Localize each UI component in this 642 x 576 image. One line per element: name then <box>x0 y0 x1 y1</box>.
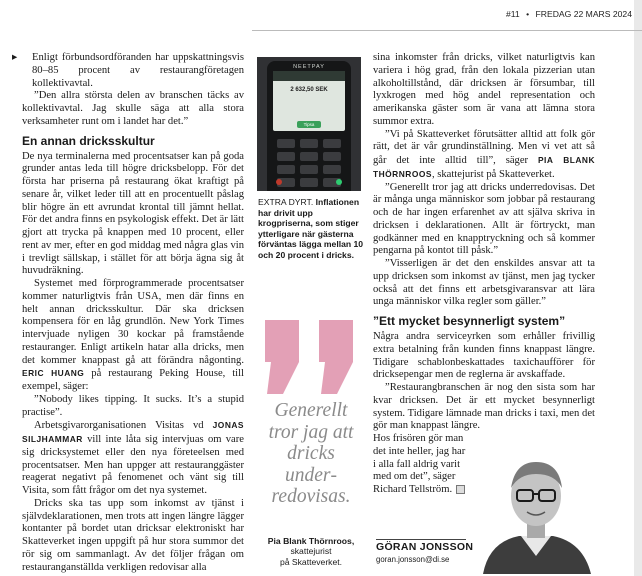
quote-mark-icon <box>261 318 359 396</box>
subheading: ”Ett mycket besynnerligt system” <box>373 314 566 328</box>
terminal-amount: 2 632,50 SEK <box>290 87 328 93</box>
caption-text: Inflationen har drivit upp krogpriserna, som stiger ytterligare när gästerna förväntas lägga mellan 10 och 20 procent i dricks. <box>258 197 364 260</box>
subheading: En annan dricksskultur <box>22 133 155 148</box>
person-name: ERIC HUANG <box>22 368 85 379</box>
terminal-button-label: Tipsa <box>303 122 315 127</box>
quote-author: Pia Blank Thörnroos, <box>267 536 355 546</box>
page-header <box>506 9 632 19</box>
article-column-3 <box>373 52 595 497</box>
header-rule <box>252 30 642 31</box>
body-paragraph: Arbetsgivarorganisationen Visitas vd JONAS SILJHAMMAR vill inte låta sig intervjuas om vare sig dricksystemet eller den nya företeelsen med procentsatser. Men han uppger att restauranggäster reagerat negativt på fenomenet och vänt sig till Visita, som fått frågor om det nya systemet. <box>22 420 244 496</box>
closing-quote: Hos frisören gör man det inte heller, jag har i alla fall aldrig varit med om det”, säger Richard Tellström. <box>373 433 466 495</box>
bullet-icon: ▸ <box>12 52 18 63</box>
author-email[interactable]: goran.jonsson@di.se <box>376 555 450 564</box>
quote-paragraph: ”Den allra största delen av branschen täcks av kollektivavtal. Jag skulle säga att alla stora verksamheter runt om i landet har det.” <box>22 90 244 127</box>
pull-quote: Generellt tror jag att dricks underredovisas. <box>268 400 354 507</box>
body-paragraph: De nya terminalerna med procentsatser kan på goda grunder antas leda till högre dricksbelopp. För det första har priserna på restaurang ökat kraftigt på senare år, vilket leder till att en procentuellt påslag blir högre än ett avrundat krontal till jämnt hellat. För det andra finns en psykologisk effekt. Det är lätt gjort att trycka på knappen med 10 procent, eller rent av mer, efter en god middag med några glas vin i trevligt sällskap, i stället för att börja ägna sig åt huvudräkning. <box>22 150 244 277</box>
end-mark-icon <box>456 485 465 494</box>
quote-paragraph: ”Vi på Skatteverket förutsätter alltid att folk gör rätt, det är vår grundinställning. Men vi vet att så går det inte alltid till”, säger PIA BLANK THÖRNROOS, skattejurist på Skatteverket. <box>373 128 595 180</box>
portrait-illustration <box>475 444 597 574</box>
author-portrait <box>475 444 597 574</box>
body-paragraph: Systemet med förprogrammerade procentsatser kommer naturligtvis från USA, men där finns en helt annan dricksskultur. Där ska dricksen kompensera för en låg grundlön. New York Times intervjuade nyligen 30 kockar på framstående restauranger. Enligt artikeln hatar alla dricks, men det kommer knappast gå att förändra någonting. ERIC HUANG på restaurang Peking House, till exempel, säger: <box>22 278 244 392</box>
terminal-brand: NEETPAY <box>293 64 325 70</box>
photo-payment-terminal <box>257 57 361 191</box>
quote-paragraph: ”Nobody likes tipping. It sucks. It’s a stupid practise”. <box>22 393 244 418</box>
issue-date: FREDAG 22 MARS 2024 <box>535 9 632 19</box>
byline <box>376 541 473 564</box>
quote-paragraph: ”Generellt tror jag att dricks underredovisas. Det är många unga människor som jobbar på restaurang och de har ingen erfarenhet av att själva skriva in dricksen i deklarationen. Allt är förtryckt, man godkänner med en knapptryckning och så kommer pengarna på kontot till påsk.” <box>373 181 595 257</box>
article-column-1 <box>12 52 244 574</box>
byline-rule <box>376 539 466 540</box>
person-name: JONAS SILJHAMMAR <box>22 420 244 444</box>
quote-author-org: på Skatteverket. <box>279 556 343 567</box>
body-paragraph: Några andra serviceyrken som erhåller frivillig extra betalning från kunden finns knappast längre. Tidigare schablonbeskattades taxichaufförer för dricksepengar men de reglerna är avskaffade. <box>373 331 595 381</box>
pull-quote-attribution <box>252 536 370 567</box>
quote-paragraph: ”Visserligen är det den enskildes ansvar att ta upp dricksen som inkomst av tjänst, men jag tycker också att det finns ett arbetsgivaransvar att lära unga människor vilka regler som gäller.” <box>373 258 595 308</box>
quote-author-role: skattejurist <box>290 546 332 557</box>
body-paragraph: sina inkomster från dricks, vilket naturligtvis kan variera i hög grad, från den lokala pizzerian utan alkoholtillstånd, där dricksen är försumbar, till lyxkrogen med hög andel representation och amerikanska gäster som är vana att lämna stora summor extra. <box>373 52 595 127</box>
body-paragraph: Dricks ska tas upp som inkomst av tjänst i självdeklarationen, men trots att ingen längre lägger kontanter på bordet utan dricksar elektroniskt har Skatteverket ingen uppgift på hur stora summor det rör sig om sammanlagt. Av det följer frågan om restauranganställda verkligen redovisar alla <box>22 497 244 573</box>
caption-lead: EXTRA DYRT. <box>258 197 314 207</box>
bullet-paragraph: ▸ Enligt förbundsordföranden har uppskattningsvis 80–85 procent av restaurangföretagen kollektivavtal. <box>12 52 244 89</box>
person-name: PIA BLANK THÖRNROOS <box>373 155 595 179</box>
header-separator: • <box>526 9 530 19</box>
quote-paragraph: ”Restaurangbranschen är nog den sista som har kvar dricksen. Det är ett mycket besynnerligt system. Tidigare lämnade man dricks i taxi, men det gör man knappast längre. <box>373 382 595 432</box>
page-edge <box>634 0 642 576</box>
page-number: #11 <box>506 9 520 19</box>
photo-caption <box>258 197 366 260</box>
author-name: GÖRAN JONSSON <box>376 541 474 553</box>
